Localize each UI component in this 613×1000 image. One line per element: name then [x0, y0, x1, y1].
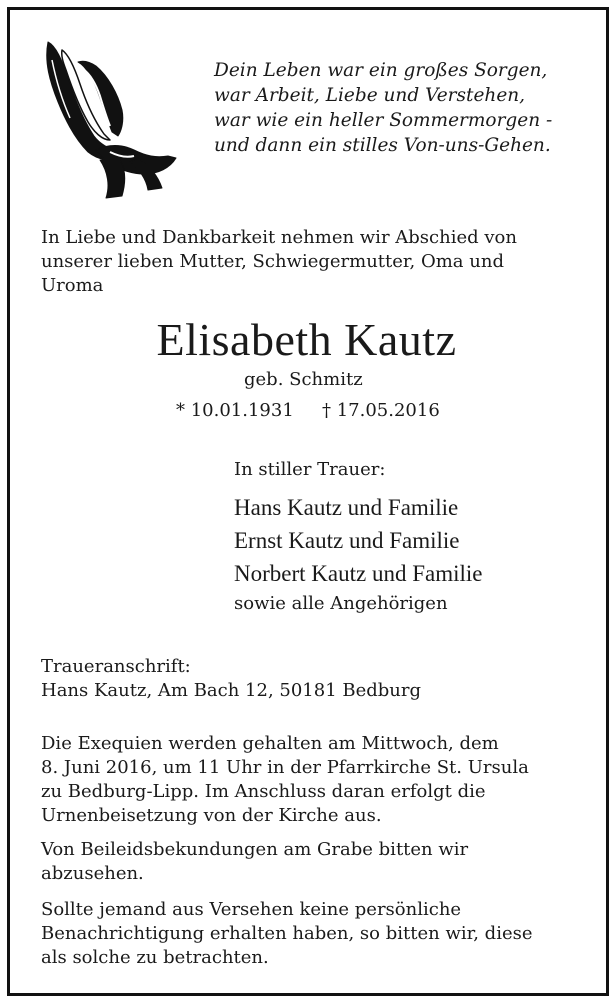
family-line: Norbert Kautz und Familie: [234, 561, 483, 586]
family-line: Hans Kautz und Familie: [234, 495, 459, 520]
death-date: † 17.05.2016: [322, 400, 440, 421]
intro-line: Uroma: [41, 275, 104, 296]
notice-line: Sollte jemand aus Versehen keine persönliche: [41, 899, 462, 920]
address-value: Hans Kautz, Am Bach 12, 50181 Bedburg: [41, 680, 422, 701]
intro-line: In Liebe und Dankbarkeit nehmen wir Abschied von: [41, 227, 517, 248]
poem-line: war Arbeit, Liebe und Verstehen,: [214, 85, 526, 106]
other-mourners: sowie alle Angehörigen: [234, 593, 448, 614]
poem: [214, 58, 552, 158]
poem-line: und dann ein stilles Von-uns-Gehen.: [214, 135, 551, 156]
condolence-line: Von Beileidsbekundungen am Grabe bitten wir: [41, 839, 469, 860]
service-line: Urnenbeisetzung von der Kirche aus.: [41, 805, 382, 826]
address-block: [41, 655, 421, 703]
maiden-name: geb. Schmitz: [244, 369, 363, 390]
service-line: Die Exequien werden gehalten am Mittwoch, dem: [41, 733, 499, 754]
notice-line: als solche zu betrachten.: [41, 947, 269, 968]
condolence-line: abzusehen.: [41, 863, 144, 884]
birth-date: * 10.01.1931: [176, 400, 294, 421]
family-line: Ernst Kautz und Familie: [234, 528, 460, 553]
intro-text: [41, 226, 517, 298]
intro-line: unserer lieben Mutter, Schwiegermutter, Oma und: [41, 251, 504, 272]
service-line: 8. Juni 2016, um 11 Uhr in der Pfarrkirche St. Ursula: [41, 757, 529, 778]
notice-text: [41, 898, 533, 970]
praying-hands-icon: [38, 40, 180, 202]
mourner-families: [234, 491, 482, 590]
condolence-text: [41, 838, 468, 886]
notice-line: Benachrichtigung erhalten haben, so bitten wir, diese: [41, 923, 533, 944]
service-line: zu Bedburg-Lipp. Im Anschluss daran erfolgt die: [41, 781, 486, 802]
poem-line: Dein Leben war ein großes Sorgen,: [214, 60, 548, 81]
deceased-name: Elisabeth Kautz: [156, 314, 457, 365]
mourners-heading: In stiller Trauer:: [234, 459, 386, 480]
service-text: [41, 732, 529, 828]
address-label: Traueranschrift:: [41, 656, 191, 677]
poem-line: war wie ein heller Sommermorgen -: [214, 110, 553, 131]
